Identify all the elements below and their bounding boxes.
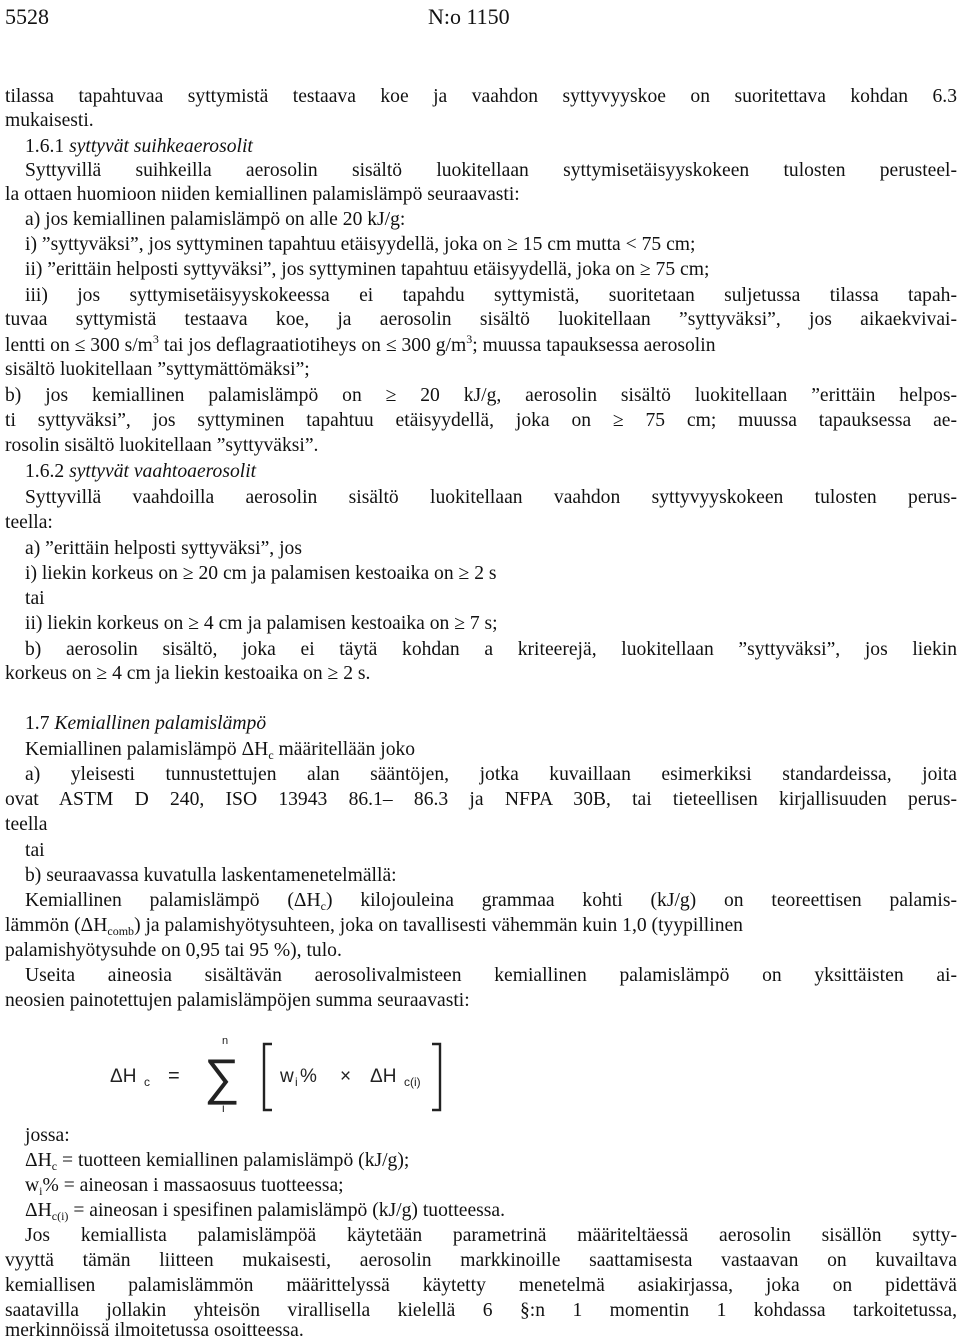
text-span: lentti on ≤ 300 s/m [5, 335, 153, 356]
section-number: 1.6.1 [25, 136, 65, 157]
text-line: tilassa tapahtuvaa syttymistä testaava koe ja vaahdon syttyvyyskoe on suoritettava kohdan 6.3 [5, 86, 957, 107]
text-span: = tuotteen kemiallinen palamislämpö (kJ/g); [57, 1150, 410, 1171]
text-span: = aineosan i spesifinen palamislämpö (kJ/g) tuotteessa. [68, 1200, 505, 1221]
formula-lhs: ΔH [110, 1066, 137, 1087]
section-heading-1-7 [25, 712, 957, 736]
left-bracket [264, 1044, 272, 1110]
text-line: iii) jos syttymisetäisyyskokeessa ei tapahdu syttymistä, suoritetaan suljetussa tilassa tapah- [25, 285, 957, 306]
text-span: ΔH [25, 1200, 52, 1221]
sum-lower-limit: i [222, 1101, 225, 1115]
superscript: 3 [466, 332, 473, 346]
formula-rhs-subscript: c(i) [404, 1075, 421, 1089]
text-line: ii) ”erittäin helposti syttyväksi”, jos syttyminen tapahtuu etäisyydellä, joka on ≥ 75 cm; [25, 259, 710, 280]
text-line: Jos kemiallista palamislämpöä käytetään parametrinä määriteltäessä aerosolin sisällön sytty- [25, 1225, 957, 1246]
text-line [25, 738, 957, 762]
text-line: teella: [5, 512, 53, 533]
text-line: b) jos kemiallinen palamislämpö on ≥ 20 kJ/g, aerosolin sisältö luokitellaan ”erittäin helpos- [5, 385, 957, 406]
issue-number: N:o 1150 [428, 4, 510, 29]
definition-line [25, 1174, 957, 1198]
text-line: tai [25, 588, 45, 609]
text-line: ti syttyväksi”, jos syttyminen tapahtuu etäisyydellä, joka on ≥ 75 cm; muussa tapauksessa ae- [5, 410, 957, 431]
section-heading-1-6-1 [25, 135, 957, 159]
subscript: c(i) [51, 1209, 69, 1223]
text-line: rosolin sisältö luokitellaan ”syttyväksi”. [5, 435, 319, 456]
page-number: 5528 [5, 4, 49, 29]
text-line [25, 889, 957, 913]
heat-of-combustion-formula [100, 1028, 520, 1120]
text-line: la ottaen huomioon niiden kemiallinen palamislämpö seuraavasti: [5, 184, 520, 205]
subscript: i [39, 1184, 43, 1198]
sum-upper-limit: n [222, 1035, 229, 1047]
text-line: tuvaa syttymistä testaava koe, ja aerosolin sisältö luokitellaan ”syttyväksi”, jos aikaekvivai- [5, 309, 957, 330]
text-line: jossa: [25, 1125, 70, 1146]
text-line: Useita aineosia sisältävän aerosolivalmisteen kemiallinen palamislämpö on yksittäisten ai- [25, 965, 957, 986]
text-span: Kemiallinen palamislämpö (ΔH [25, 890, 321, 911]
text-span: ; muussa tapauksessa aerosolin [472, 335, 716, 356]
text-line: saatavilla jollakin yhteisön virallisella kielellä 6 §:n 1 momentin 1 kohdassa tarkoitetussa, [5, 1300, 957, 1321]
text-line: sisältö luokitellaan ”syttymättömäksi”; [5, 359, 310, 380]
formula-percent: % [300, 1066, 317, 1087]
section-title: syttyvät vaahtoaerosolit [69, 461, 257, 482]
formula-lhs-subscript: c [144, 1075, 150, 1089]
text-line: i) liekin korkeus on ≥ 20 cm ja palamisen kestoaika on ≥ 2 s [25, 563, 497, 584]
text-line: i) ”syttyväksi”, jos syttyminen tapahtuu etäisyydellä, joka on ≥ 15 cm mutta < 75 cm; [25, 234, 696, 255]
text-line: Syttyvillä suihkeilla aerosolin sisältö luokitellaan syttymisetäisyyskokeen tulosten perusteel- [25, 160, 957, 181]
text-line [5, 334, 957, 358]
subscript: comb [107, 924, 135, 938]
section-number: 1.6.2 [25, 461, 65, 482]
text-span: lämmön (ΔH [5, 915, 108, 936]
right-bracket [432, 1044, 440, 1110]
text-line [5, 914, 957, 938]
text-span: % = aineosan i massaosuus tuotteessa; [42, 1175, 344, 1196]
section-number: 1.7 [25, 713, 50, 734]
definition-line [25, 1149, 957, 1173]
text-line: merkinnöissä ilmoitetussa osoitteessa. [5, 1320, 304, 1341]
text-span: ) kilojouleina grammaa kohti (kJ/g) on teoreettisen palamis- [325, 890, 957, 911]
section-heading-1-6-2 [25, 460, 957, 484]
formula-equals: = [168, 1065, 180, 1087]
text-line: b) aerosolin sisältö, joka ei täytä kohdan a kriteerejä, luokitellaan ”syttyväksi”, jos liekin [25, 639, 957, 660]
text-span: määritellään joko [273, 739, 416, 760]
formula-times: × [340, 1066, 352, 1087]
text-span: Kemiallinen palamislämpö ΔH [25, 739, 269, 760]
text-span: tai jos deflagraatiotiheys on ≤ 300 g/m [158, 335, 467, 356]
text-line: a) ”erittäin helposti syttyväksi”, jos [25, 538, 302, 559]
text-line: b) seuraavassa kuvatulla laskentamenetelmällä: [25, 865, 397, 886]
formula-rhs: ΔH [370, 1066, 397, 1087]
formula-w-subscript: i [295, 1075, 298, 1089]
section-title: Kemiallinen palamislämpö [54, 713, 267, 734]
text-line: mukaisesti. [5, 110, 94, 131]
text-line: vyyttä tämän liitteen mukaisesti, aerosolin markkinoille saattamisesta vastaavan on kuvailtava [5, 1250, 957, 1271]
subscript: c [320, 899, 326, 913]
definition-line [25, 1199, 957, 1223]
text-line: a) yleisesti tunnustettujen alan sääntöjen, jotka kuvaillaan esimerkiksi standardeissa, joita [25, 764, 957, 785]
text-line: neosien painotettujen palamislämpöjen summa seuraavasti: [5, 990, 470, 1011]
section-title: syttyvät suihkeaerosolit [69, 136, 253, 157]
text-line: tai [25, 840, 45, 861]
text-span: ΔH [25, 1150, 52, 1171]
text-line: palamishyötysuhde on 0,95 tai 95 %), tulo. [5, 940, 342, 961]
superscript: 3 [152, 332, 159, 346]
text-span: ) ja palamishyötysuhteen, joka on tavallisesti vähemmän kuin 1,0 (tyypillinen [134, 915, 743, 936]
text-line: kemiallisen palamislämmön määrittelyssä käytetty menetelmä asiakirjassa, joka on pidettävä [5, 1275, 957, 1296]
text-line: a) jos kemiallinen palamislämpö on alle 20 kJ/g: [25, 209, 406, 230]
formula-w: w [280, 1066, 294, 1087]
summation-symbol: ∑ [204, 1049, 240, 1105]
subscript: c [268, 748, 274, 762]
text-line: Syttyvillä vaahdoilla aerosolin sisältö luokitellaan vaahdon syttyvyyskokeen tulosten perus- [25, 487, 957, 508]
text-line: teella [5, 814, 48, 835]
text-line: ovat ASTM D 240, ISO 13943 86.1– 86.3 ja NFPA 30B, tai tieteellisen kirjallisuuden perus- [5, 789, 957, 810]
subscript: c [51, 1159, 58, 1173]
text-line: ii) liekin korkeus on ≥ 4 cm ja palamisen kestoaika on ≥ 7 s; [25, 613, 498, 634]
text-line: korkeus on ≥ 4 cm ja liekin kestoaika on ≥ 2 s. [5, 663, 371, 684]
text-span: w [25, 1175, 40, 1196]
